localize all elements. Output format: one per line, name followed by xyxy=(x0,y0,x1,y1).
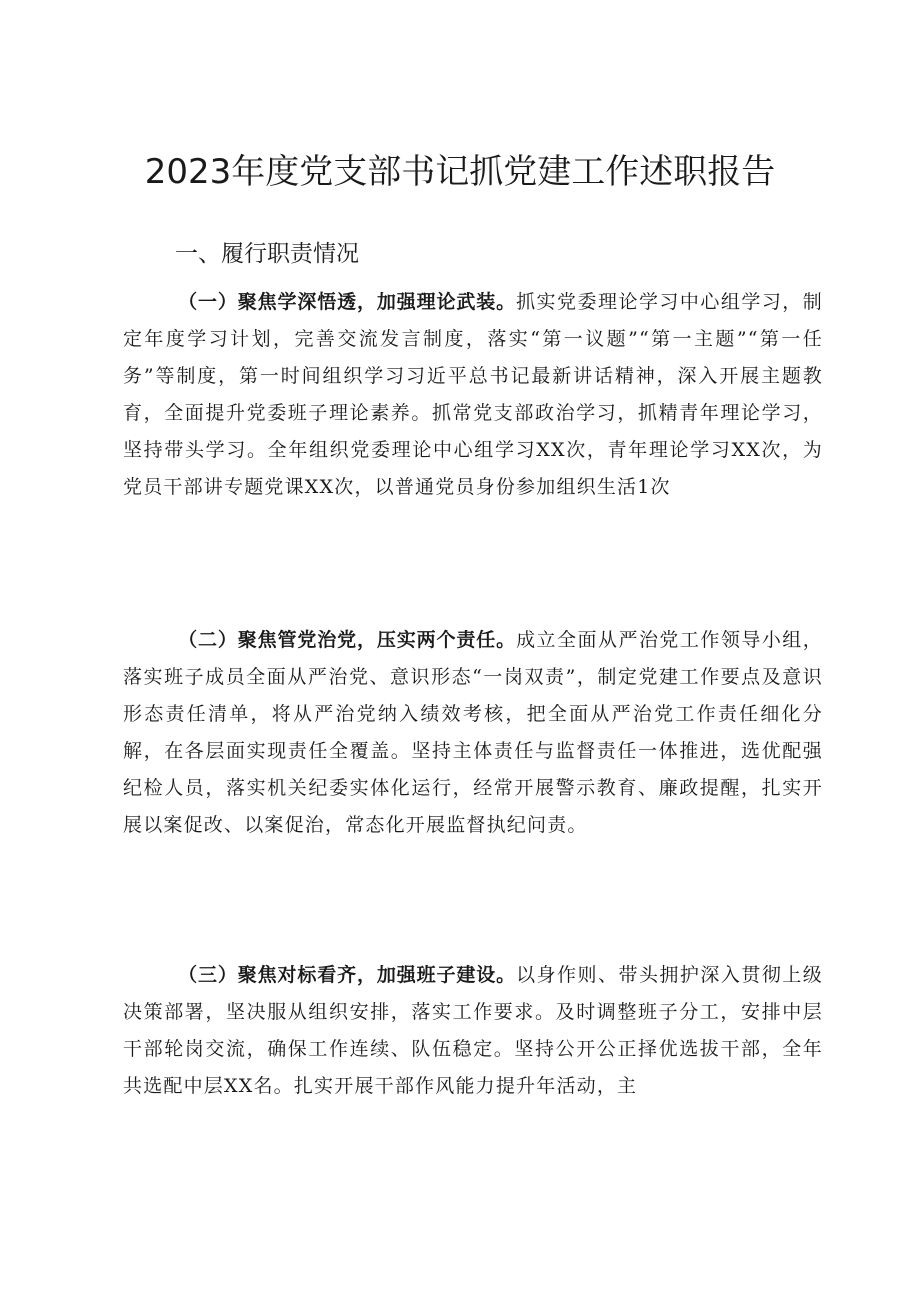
paragraph-3-lead: （三）聚焦对标看齐，加强班子建设。 xyxy=(178,964,517,986)
paragraph-2-lead: （二）聚焦管党治党，压实两个责任。 xyxy=(178,629,517,651)
paragraph-3-body: 以身作则、带头拥护深入贯彻上级决策部署，坚决服从组织安排，落实工作要求。及时调整班子分工，安排中层干部轮岗交流，确保工作连续、队伍稳定。坚持公开公正择优选拔干部，全年共选配中层XX名。扎实开展干部作风能力提升年活动，主 xyxy=(123,964,823,1097)
paragraph-1-lead: （一）聚焦学深悟透，加强理论武装。 xyxy=(178,291,517,313)
paragraph-2 xyxy=(123,622,823,844)
section-heading: 一、履行职责情况 xyxy=(175,241,359,267)
paragraph-1 xyxy=(123,284,823,506)
paragraph-2-body: 成立全面从严治党工作领导小组，落实班子成员全面从严治党、意识形态“一岗双责”，制定党建工作要点及意识形态责任清单，将从严治党纳入绩效考核，把全面从严治党工作责任细化分解，在各层面实现责任全覆盖。坚持主体责任与监督责任一体推进，选优配强纪检人员，落实机关纪委实体化运行，经常开展警示教育、廉政提醒，扎实开展以案促改、以案促治，常态化开展监督执纪问责。 xyxy=(123,629,823,836)
paragraph-1-body: 抓实党委理论学习中心组学习，制定年度学习计划，完善交流发言制度，落实“第一议题”“第一主题”“第一任务”等制度，第一时间组织学习习近平总书记最新讲话精神，深入开展主题教育，全面提升党委班子理论素养。抓常党支部政治学习，抓精青年理论学习，坚持带头学习。全年组织党委理论中心组学习XX次，青年理论学习XX次，为党员干部讲专题党课XX次，以普通党员身份参加组织生活1次 xyxy=(123,291,823,498)
paragraph-3 xyxy=(123,957,823,1105)
document-title: 2023年度党支部书记抓党建工作述职报告 xyxy=(144,152,776,192)
